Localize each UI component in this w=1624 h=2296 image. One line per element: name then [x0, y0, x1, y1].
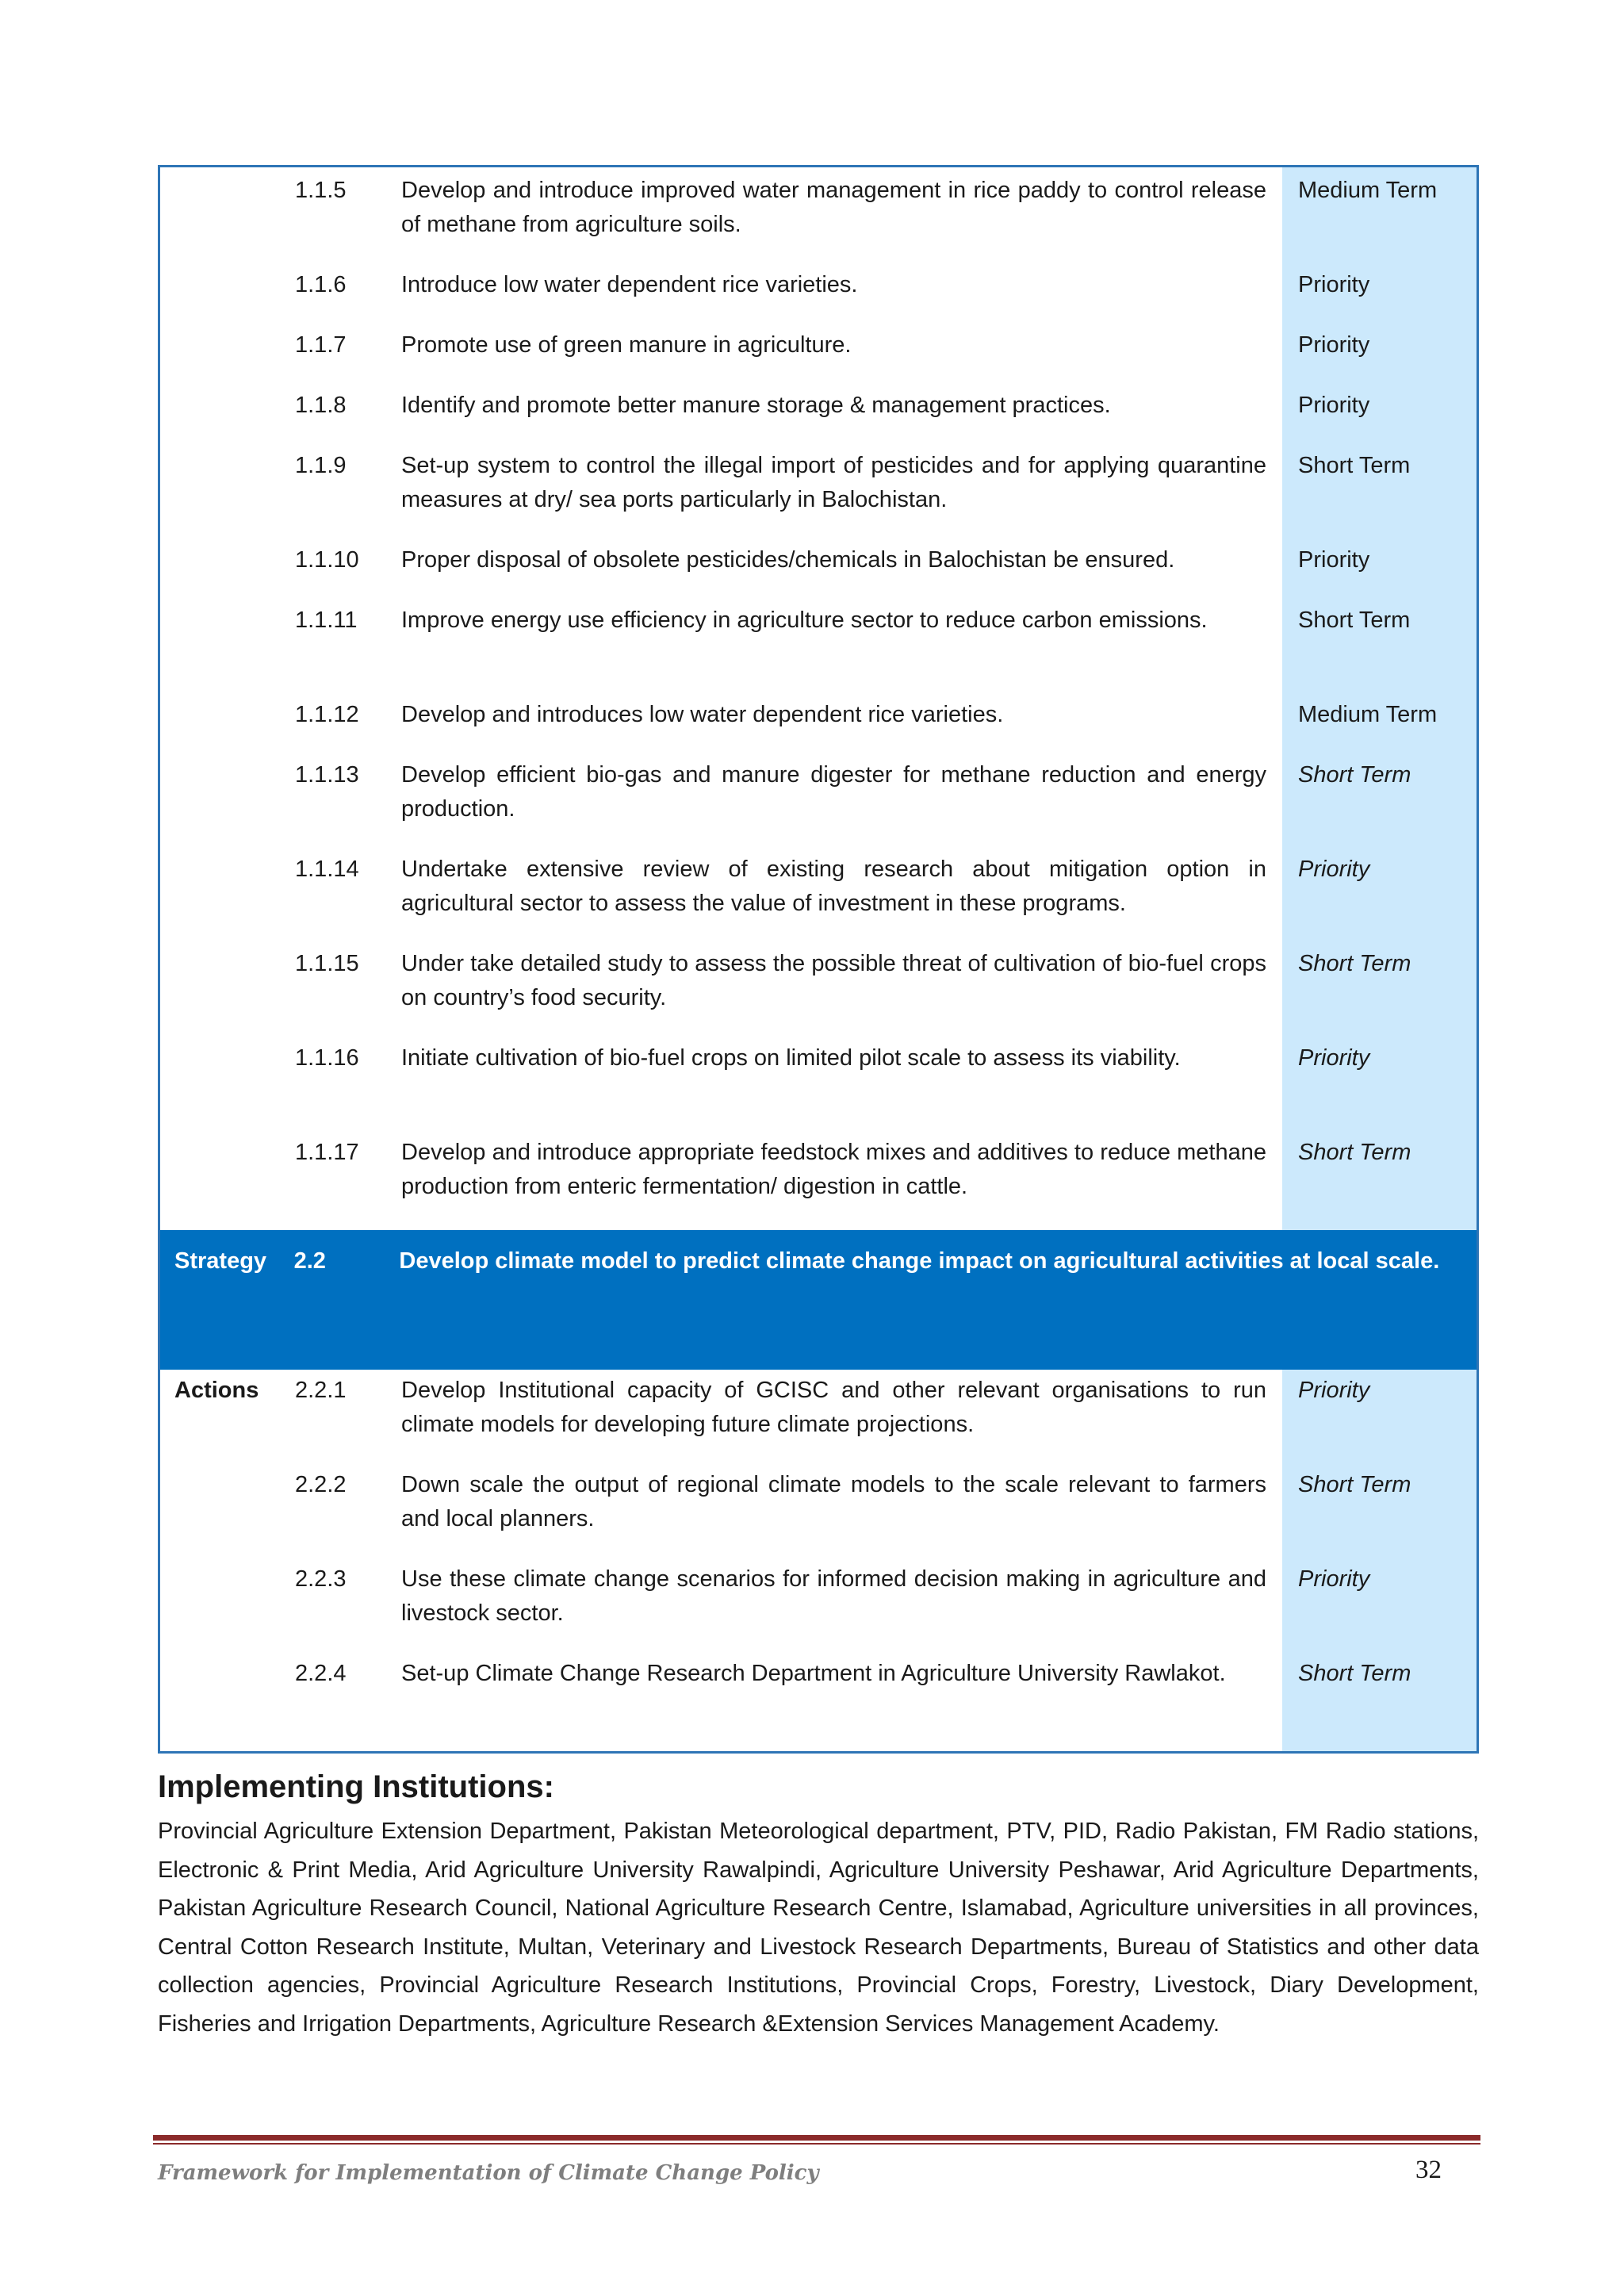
- table-row: [160, 758, 1477, 853]
- row-label: [160, 268, 295, 328]
- action-text: Use these climate change scenarios for informed decision making in agriculture and livestock sector.: [401, 1566, 1266, 1626]
- action-rows-bottom: [160, 1370, 1477, 1751]
- row-label: Actions: [174, 1378, 259, 1403]
- action-number: 1.1.15: [295, 951, 359, 976]
- table-row: [160, 389, 1477, 449]
- table-row: [160, 543, 1477, 604]
- table-row: [160, 1041, 1477, 1136]
- row-label: [160, 389, 295, 449]
- action-number: 2.2.2: [295, 1472, 347, 1497]
- strategy-number: 2.2: [293, 1248, 326, 1274]
- action-term: Priority: [1298, 1566, 1370, 1592]
- action-number: 1.1.14: [295, 857, 359, 882]
- action-number: 1.1.5: [295, 178, 347, 203]
- table-row: [160, 604, 1477, 698]
- action-term: Medium Term: [1298, 702, 1438, 727]
- action-text: Set-up Climate Change Research Department in Agriculture University Rawlakot.: [401, 1661, 1226, 1686]
- table-row: [160, 698, 1477, 758]
- action-text: Set-up system to control the illegal import of pesticides and for applying quarantine measures at dry/ sea ports particularly in Balochistan.: [401, 453, 1266, 512]
- table-row: [160, 1657, 1477, 1751]
- row-label: [160, 604, 295, 698]
- table-body-bottom: [160, 1370, 1477, 1751]
- action-text: Improve energy use efficiency in agriculture sector to reduce carbon emissions.: [401, 608, 1208, 633]
- action-number: 1.1.13: [295, 762, 359, 788]
- action-text: Develop Institutional capacity of GCISC and other relevant organisations to run climate models for developing future climate projections.: [401, 1378, 1266, 1437]
- footer-title: Framework for Implementation of Climate Change Policy: [158, 2161, 819, 2185]
- action-term: Priority: [1298, 393, 1370, 418]
- action-number: 1.1.9: [295, 453, 347, 478]
- row-label: [160, 947, 295, 1041]
- action-term: Short Term: [1298, 951, 1411, 976]
- strategy-label: Strategy: [174, 1248, 267, 1274]
- action-term: Priority: [1298, 272, 1370, 297]
- action-text: Develop and introduce improved water management in rice paddy to control release of methane from agriculture soils.: [401, 178, 1266, 237]
- action-term: Short Term: [1298, 1661, 1411, 1686]
- action-term: Priority: [1298, 857, 1370, 882]
- table-row: [160, 268, 1477, 328]
- action-term: Medium Term: [1298, 178, 1438, 203]
- action-text: Under take detailed study to assess the possible threat of cultivation of bio-fuel crops on country’s food security.: [401, 951, 1266, 1010]
- table-row: [160, 174, 1477, 268]
- action-table: [158, 165, 1479, 1754]
- row-label: [160, 1136, 295, 1230]
- table-row: [160, 1468, 1477, 1562]
- row-label: [160, 174, 295, 268]
- action-number: 1.1.8: [295, 393, 347, 418]
- action-number: 1.1.10: [295, 547, 359, 573]
- action-term: Short Term: [1298, 762, 1411, 788]
- row-label: [160, 758, 295, 853]
- action-number: 2.2.1: [295, 1378, 347, 1403]
- row-label: [160, 449, 295, 543]
- action-term: Short Term: [1298, 1472, 1411, 1497]
- table-row: [160, 853, 1477, 947]
- action-term: Priority: [1298, 547, 1370, 573]
- implementing-institutions-text: Provincial Agriculture Extension Department, Pakistan Meteorological department, PTV, PID, Radio Pakistan, FM Radio stations, Electronic & Print Media, Arid Agriculture University Rawalpindi, Agriculture University Peshawar, Arid Agriculture Departments, Pakistan Agriculture Research Council, National Agriculture Research Centre, Islamabad, Agriculture universities in all provinces, Central Cotton Research Institute, Multan, Veterinary and Livestock Research Departments, Bureau of Statistics and other data collection agencies, Provincial Agriculture Research Institutions, Provincial Crops, Forestry, Livestock, Diary Development, Fisheries and Irrigation Departments, Agriculture Research &Extension Services Management Academy.: [158, 1819, 1479, 2037]
- action-number: 2.2.4: [295, 1661, 347, 1686]
- action-rows-top: [160, 167, 1477, 1230]
- action-text: Proper disposal of obsolete pesticides/chemicals in Balochistan be ensured.: [401, 547, 1175, 573]
- action-number: 1.1.17: [295, 1140, 359, 1165]
- row-label: [160, 1041, 295, 1136]
- table-row: [160, 328, 1477, 389]
- footer-rule: [153, 2135, 1480, 2141]
- table-row: [160, 1136, 1477, 1230]
- action-text: Develop and introduce appropriate feedstock mixes and additives to reduce methane production from enteric fermentation/ digestion in cattle.: [401, 1140, 1266, 1199]
- table-row: [160, 1562, 1477, 1657]
- action-text: Develop efficient bio-gas and manure digester for methane reduction and energy production.: [401, 762, 1266, 822]
- action-term: Priority: [1298, 1378, 1370, 1403]
- action-term: Short Term: [1298, 608, 1411, 633]
- action-text: Undertake extensive review of existing research about mitigation option in agricultural sector to assess the value of investment in these programs.: [401, 857, 1266, 916]
- action-text: Develop and introduces low water dependent rice varieties.: [401, 702, 1004, 727]
- row-label: [160, 1468, 295, 1562]
- action-term: Short Term: [1298, 1140, 1411, 1165]
- row-label: [160, 698, 295, 758]
- table-body-top: [160, 167, 1477, 1230]
- action-text: Down scale the output of regional climate models to the scale relevant to farmers and local planners.: [401, 1472, 1266, 1531]
- implementing-institutions-heading: Implementing Institutions:: [158, 1769, 554, 1804]
- table-row: [160, 947, 1477, 1041]
- action-number: 1.1.7: [295, 332, 347, 358]
- action-text: Identify and promote better manure storage & management practices.: [401, 393, 1111, 418]
- footer-rule-thin: [153, 2143, 1480, 2145]
- action-number: 1.1.6: [295, 272, 347, 297]
- action-text: Introduce low water dependent rice varieties.: [401, 272, 858, 297]
- row-label: [160, 328, 295, 389]
- action-number: 1.1.16: [295, 1045, 359, 1071]
- page-number: 32: [1415, 2156, 1442, 2184]
- strategy-row: [160, 1230, 1477, 1370]
- row-label: [160, 1657, 295, 1751]
- action-text: Promote use of green manure in agriculture.: [401, 332, 852, 358]
- action-number: 1.1.12: [295, 702, 359, 727]
- action-number: 1.1.11: [295, 608, 358, 633]
- row-label: [160, 853, 295, 947]
- action-term: Priority: [1298, 332, 1370, 358]
- action-term: Short Term: [1298, 453, 1411, 478]
- strategy-text: Develop climate model to predict climate change impact on agricultural activities at local scale.: [399, 1248, 1440, 1274]
- table-row: [160, 1374, 1477, 1468]
- action-text: Initiate cultivation of bio-fuel crops on limited pilot scale to assess its viability.: [401, 1045, 1181, 1071]
- table-row: [160, 449, 1477, 543]
- action-number: 2.2.3: [295, 1566, 347, 1592]
- action-term: Priority: [1298, 1045, 1370, 1071]
- row-label: [160, 543, 295, 604]
- row-label: [160, 1562, 295, 1657]
